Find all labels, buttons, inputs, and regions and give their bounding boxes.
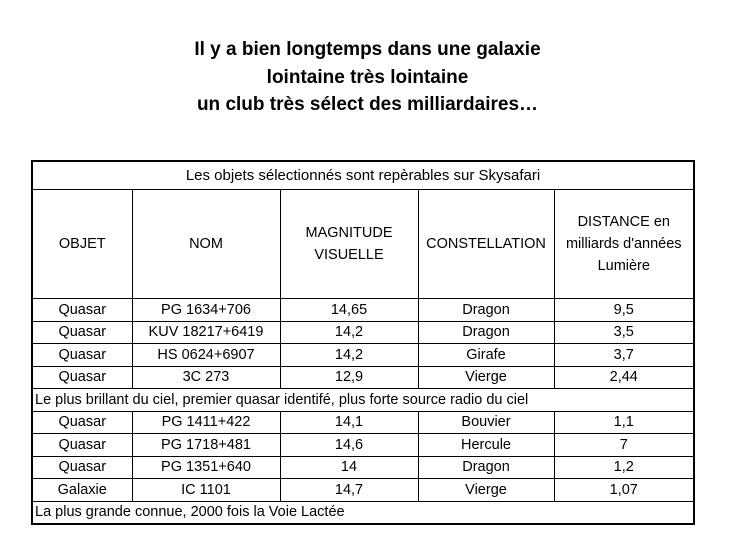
header-distance-line1: DISTANCE en bbox=[577, 214, 670, 230]
cell-magnitude: 14,7 bbox=[280, 479, 418, 502]
objects-table bbox=[31, 160, 695, 525]
cell-constellation: Vierge bbox=[418, 366, 554, 389]
table-caption: Les objets sélectionnés sont repèrables sur Skysafari bbox=[32, 161, 694, 190]
cell-constellation: Girafe bbox=[418, 344, 554, 367]
header-constellation: CONSTELLATION bbox=[418, 190, 554, 299]
cell-constellation: Bouvier bbox=[418, 411, 554, 434]
cell-nom: PG 1634+706 bbox=[132, 299, 280, 322]
table-row bbox=[32, 344, 694, 367]
cell-objet: Quasar bbox=[32, 411, 132, 434]
header-objet: OBJET bbox=[32, 190, 132, 299]
table-caption-row bbox=[32, 161, 694, 190]
cell-magnitude: 14,65 bbox=[280, 299, 418, 322]
cell-objet: Galaxie bbox=[32, 479, 132, 502]
cell-objet: Quasar bbox=[32, 299, 132, 322]
cell-distance: 1,2 bbox=[554, 456, 694, 479]
title-line-2: lointaine très lointaine bbox=[266, 66, 469, 88]
cell-constellation: Dragon bbox=[418, 299, 554, 322]
cell-constellation: Dragon bbox=[418, 321, 554, 344]
cell-constellation: Hercule bbox=[418, 434, 554, 457]
note-3c273: Le plus brillant du ciel, premier quasar identifé, plus forte source radio du ciel bbox=[32, 389, 694, 412]
cell-distance: 7 bbox=[554, 434, 694, 457]
header-magnitude-line1: MAGNITUDE bbox=[305, 225, 393, 241]
cell-distance: 1,07 bbox=[554, 479, 694, 502]
cell-distance: 3,5 bbox=[554, 321, 694, 344]
table-row bbox=[32, 411, 694, 434]
page-title bbox=[0, 36, 735, 119]
table-row bbox=[32, 479, 694, 502]
cell-magnitude: 14,2 bbox=[280, 321, 418, 344]
cell-objet: Quasar bbox=[32, 366, 132, 389]
table-note-row bbox=[32, 501, 694, 524]
cell-distance: 2,44 bbox=[554, 366, 694, 389]
header-magnitude bbox=[280, 190, 418, 299]
cell-magnitude: 14,1 bbox=[280, 411, 418, 434]
cell-nom: PG 1718+481 bbox=[132, 434, 280, 457]
cell-nom: PG 1351+640 bbox=[132, 456, 280, 479]
title-line-3: un club très sélect des milliardaires… bbox=[196, 94, 539, 115]
cell-magnitude: 14,2 bbox=[280, 344, 418, 367]
cell-objet: Quasar bbox=[32, 434, 132, 457]
table-row bbox=[32, 456, 694, 479]
cell-nom: IC 1101 bbox=[132, 479, 280, 502]
cell-distance: 3,7 bbox=[554, 344, 694, 367]
cell-constellation: Dragon bbox=[418, 456, 554, 479]
header-nom: NOM bbox=[132, 190, 280, 299]
header-distance-line3: Lumière bbox=[597, 258, 650, 274]
cell-objet: Quasar bbox=[32, 344, 132, 367]
cell-distance: 1,1 bbox=[554, 411, 694, 434]
table-note-row bbox=[32, 389, 694, 412]
cell-nom: 3C 273 bbox=[132, 366, 280, 389]
cell-objet: Quasar bbox=[32, 456, 132, 479]
cell-nom: HS 0624+6907 bbox=[132, 344, 280, 367]
header-distance-line2: milliards d'années bbox=[565, 236, 682, 252]
title-line-1: Il y a bien longtemps dans une galaxie bbox=[194, 39, 541, 60]
note-ic1101: La plus grande connue, 2000 fois la Voie Lactée bbox=[32, 501, 694, 524]
table-header-row bbox=[32, 190, 694, 299]
table-row bbox=[32, 321, 694, 344]
cell-constellation: Vierge bbox=[418, 479, 554, 502]
cell-objet: Quasar bbox=[32, 321, 132, 344]
header-distance bbox=[554, 190, 694, 299]
cell-nom: KUV 18217+6419 bbox=[132, 321, 280, 344]
cell-distance: 9,5 bbox=[554, 299, 694, 322]
table-row bbox=[32, 299, 694, 322]
table-row bbox=[32, 434, 694, 457]
cell-magnitude: 14 bbox=[280, 456, 418, 479]
header-magnitude-line2: VISUELLE bbox=[314, 247, 384, 263]
cell-magnitude: 12,9 bbox=[280, 366, 418, 389]
table-row bbox=[32, 366, 694, 389]
cell-magnitude: 14,6 bbox=[280, 434, 418, 457]
cell-nom: PG 1411+422 bbox=[132, 411, 280, 434]
